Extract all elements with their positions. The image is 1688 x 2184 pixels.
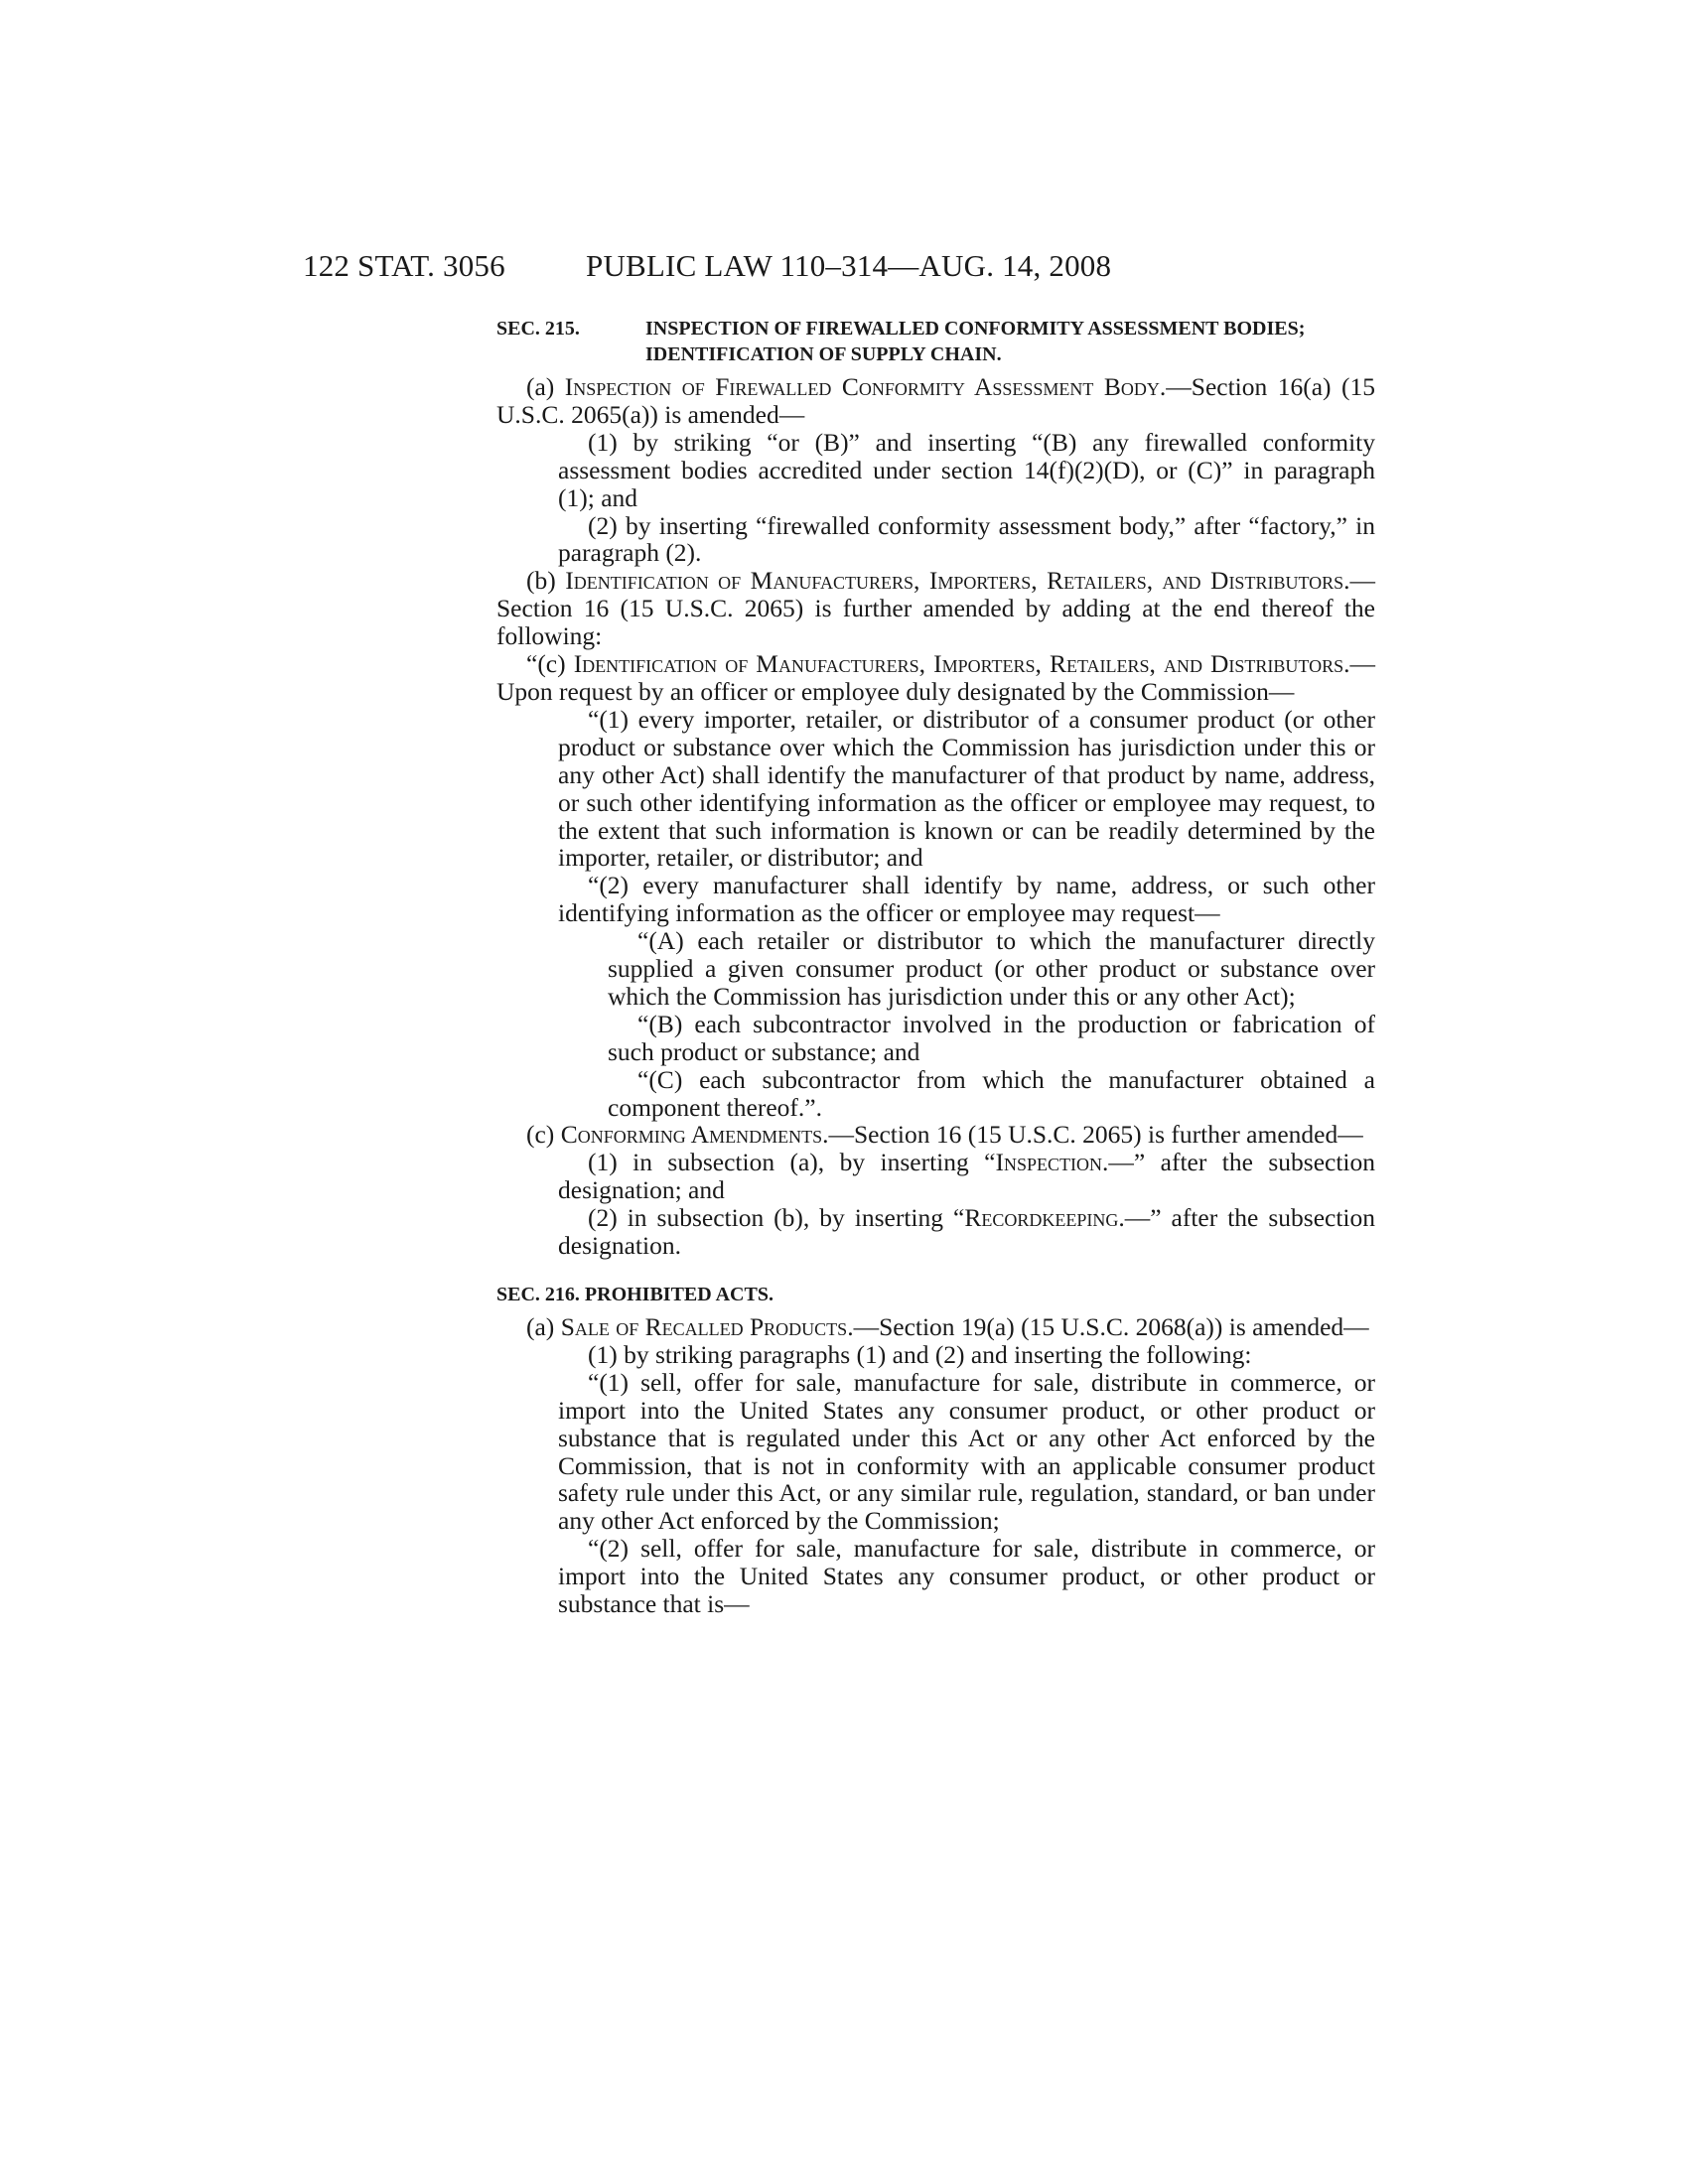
- paragraph-215-a-1: (1) by striking “or (B)” and inserting “(B) any firewalled conformity assessment bodies accredited under section 14(f)(2)(D), or (C)” in paragraph (1); and: [558, 427, 1375, 512]
- section-215-title: INSPECTION OF FIREWALLED CONFORMITY ASSESSMENT BODIES; IDENTIFICATION OF SUPPLY CHAIN.: [645, 318, 1306, 365]
- subsection-215-b: (b) Identification of Manufacturers, Importers, Retailers, and Distributors.—Section 16 (15 U.S.C. 2065) is further amended by adding at the end thereof the following:: [496, 566, 1376, 651]
- statute-citation: 122 STAT. 3056: [303, 248, 505, 283]
- quoted-paragraph-216-2: “(2) sell, offer for sale, manufacture for sale, distribute in commerce, or import into the United States any consumer product, or other product or substance that is—: [558, 1534, 1375, 1619]
- quoted-subparagraph-A: “(A) each retailer or distributor to which the manufacturer directly supplied a given consumer product (or other product or substance over which the Commission has jurisdiction under this or any other Act);: [608, 926, 1375, 1011]
- public-law-title: PUBLIC LAW 110–314—AUG. 14, 2008: [586, 248, 1112, 283]
- paragraph-215-a-2: (2) by inserting “firewalled conformity assessment body,” after “factory,” in paragraph (2).: [558, 510, 1375, 568]
- quoted-subsection-c: “(c) Identification of Manufacturers, Importers, Retailers, and Distributors.—Upon request by an officer or employee duly designated by the Commission—: [496, 649, 1375, 706]
- paragraph-215-c-1: (1) in subsection (a), by inserting “Inspection.—” after the subsection designation; and: [558, 1148, 1376, 1205]
- quoted-paragraph-1: “(1) every importer, retailer, or distributor of a consumer product (or other product or substance over which the Commission has jurisdiction under this or any other Act) shall identify the manufacturer of that product by name, address, or such other identifying information as the officer or employee may request, to the extent that such information is known or can be readily determined by the importer, retailer, or distributor; and: [558, 704, 1375, 873]
- quoted-subparagraph-B: “(B) each subcontractor involved in the production or fabrication of such product or substance; and: [608, 1009, 1375, 1066]
- section-215-heading: [496, 316, 1375, 367]
- subsection-215-c: (c) Conforming Amendments.—Section 16 (15 U.S.C. 2065) is further amended—: [526, 1120, 1363, 1150]
- document-body: [496, 316, 1375, 1618]
- quoted-paragraph-216-1: “(1) sell, offer for sale, manufacture for sale, distribute in commerce, or import into the United States any consumer product, or other product or substance that is regulated under this Act or any other Act enforced by the Commission, that is not in conformity with an applicable consumer product safety rule under this Act, or any similar rule, regulation, standard, or ban under any other Act enforced by the Commission;: [558, 1367, 1375, 1536]
- section-216-heading: SEC. 216. PROHIBITED ACTS.: [496, 1284, 774, 1305]
- subsection-216-a: (a) Sale of Recalled Products.—Section 19(a) (15 U.S.C. 2068(a)) is amended—: [526, 1312, 1369, 1341]
- paragraph-215-c-2: (2) in subsection (b), by inserting “Recordkeeping.—” after the subsection designation.: [558, 1203, 1375, 1261]
- subsection-caption: Identification of Manufacturers, Importers, Retailers, and Distributors: [565, 566, 1344, 596]
- section-215-number: SEC. 215.: [496, 318, 580, 340]
- subsection-caption: Sale of Recalled Products: [560, 1312, 848, 1341]
- subsection-caption: Conforming Amendments: [560, 1120, 823, 1150]
- running-header: [0, 248, 1688, 288]
- subsection-caption: Inspection of Firewalled Conformity Assessment Body: [564, 372, 1160, 401]
- subsection-215-a: (a) Inspection of Firewalled Conformity Assessment Body.—Section 16(a) (15 U.S.C. 2065(a)) is amended—: [496, 372, 1375, 429]
- quoted-paragraph-2: “(2) every manufacturer shall identify by name, address, or such other identifying information as the officer or employee may request—: [558, 871, 1375, 928]
- paragraph-216-a-1: (1) by striking paragraphs (1) and (2) and inserting the following:: [588, 1339, 1252, 1369]
- subsection-caption: Identification of Manufacturers, Importers, Retailers, and Distributors: [573, 649, 1344, 679]
- quoted-subparagraph-C: “(C) each subcontractor from which the manufacturer obtained a component thereof.”.: [608, 1064, 1375, 1122]
